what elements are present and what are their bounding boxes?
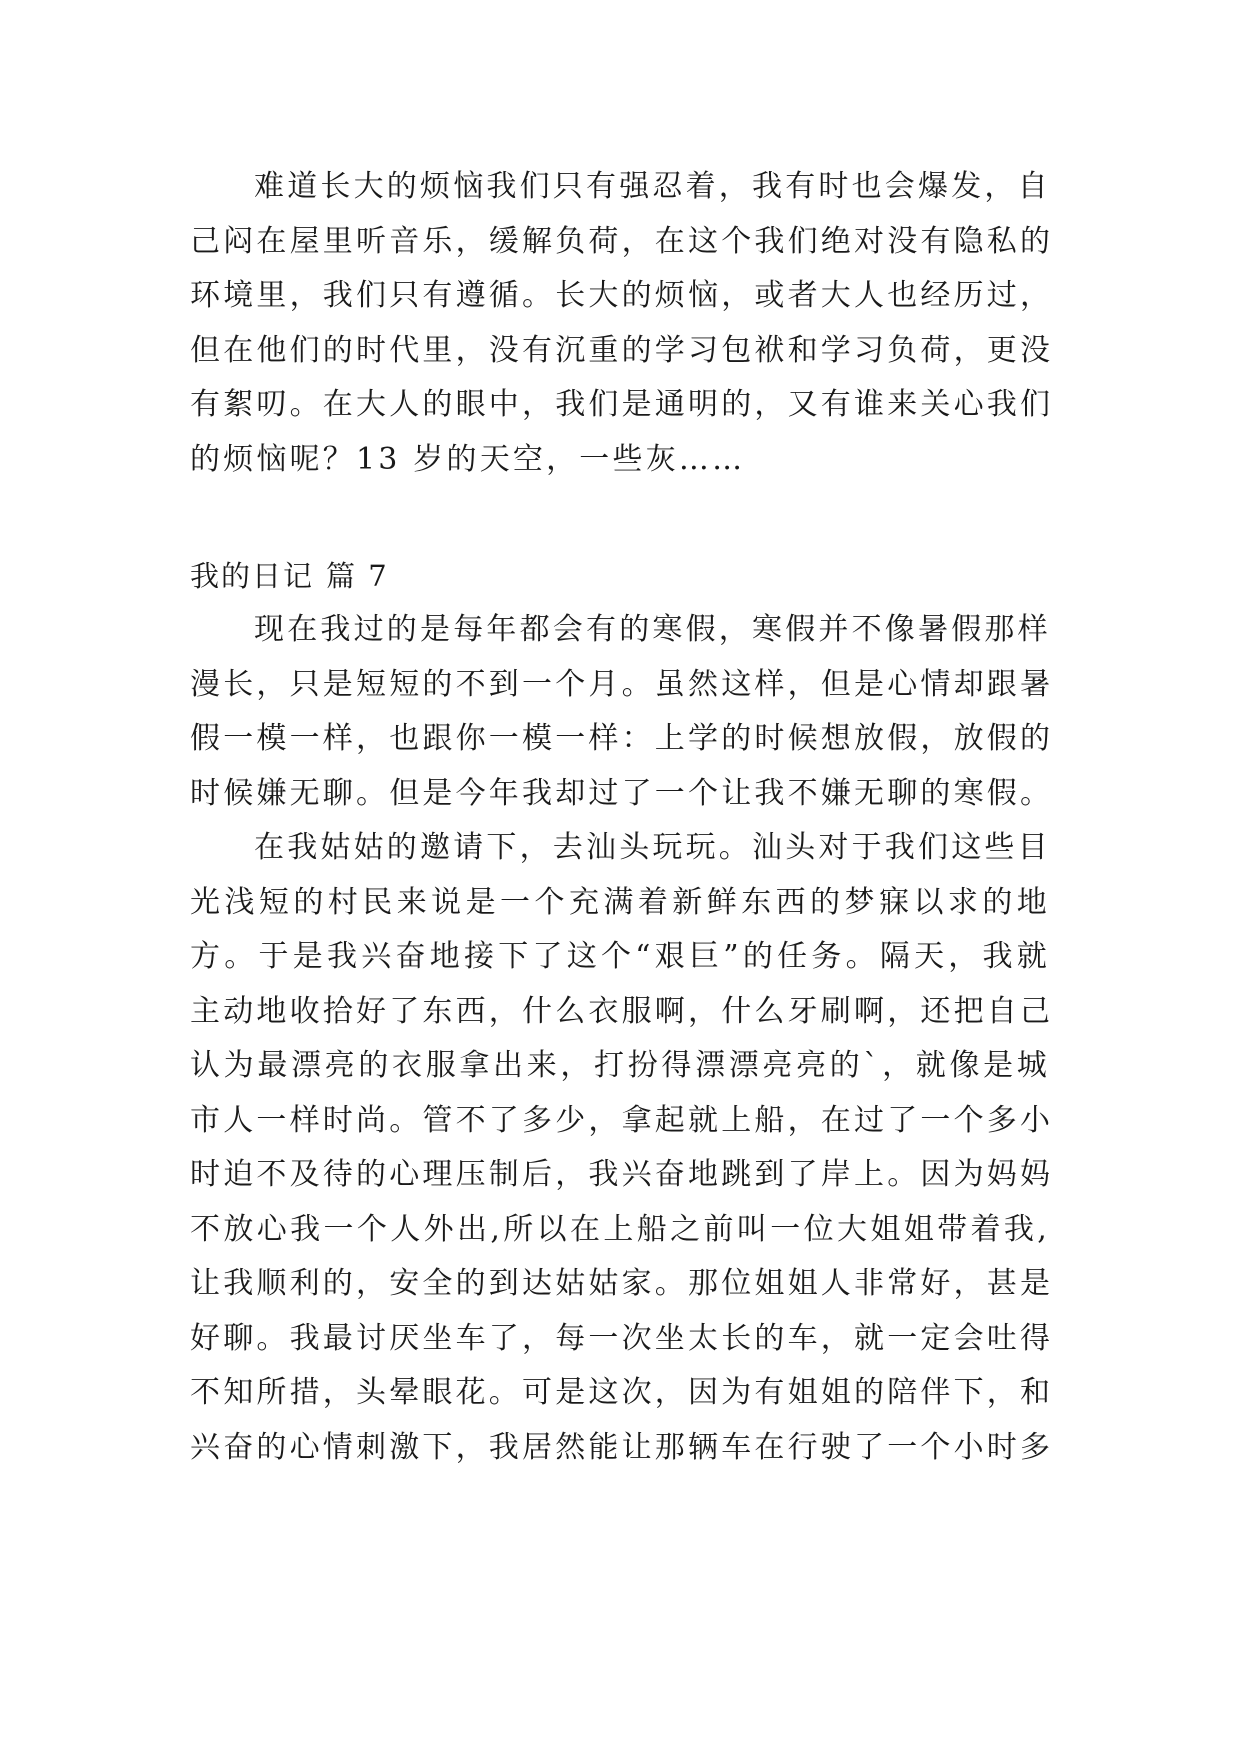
section-title: 我的日记 <box>190 559 315 593</box>
paragraph-line: 时候嫌无聊。但是今年我却过了一个让我不嫌无聊的寒假。 <box>190 775 1054 811</box>
paragraph-line: 方。于是我兴奋地接下了这个“艰巨”的任务。隔天，我就 <box>190 939 1050 974</box>
paragraph-line: 市人一样时尚。管不了多少，拿起就上船，在过了一个多小 <box>190 1102 1054 1138</box>
paragraph-line: 不放心我一个人外出,所以在上船之前叫一位大姐姐带着我, <box>190 1211 1050 1247</box>
paragraph-line: 时迫不及待的心理压制后，我兴奋地跳到了岸上。因为妈妈 <box>190 1157 1054 1192</box>
paragraph-line: 难道长大的烦恼我们只有强忍着，我有时也会爆发，自 <box>254 169 1051 204</box>
paragraph-line: 的烦恼呢？13 岁的天空，一些灰…… <box>190 441 746 477</box>
paragraph-2 <box>190 821 1054 1475</box>
section-number: 篇 7 <box>326 559 389 593</box>
paragraph-line: 主动地收拾好了东西，什么衣服啊，什么牙刷啊，还把自己 <box>190 993 1054 1029</box>
paragraph-line: 环境里，我们只有遵循。长大的烦恼，或者大人也经历过， <box>190 278 1054 313</box>
paragraph-line: 现在我过的是每年都会有的寒假，寒假并不像暑假那样 <box>254 612 1051 647</box>
paragraph-line: 认为最漂亮的衣服拿出来，打扮得漂漂亮亮的`，就像是城 <box>190 1048 1050 1083</box>
paragraph-line: 不知所措，头晕眼花。可是这次，因为有姐姐的陪伴下，和 <box>190 1375 1054 1410</box>
paragraph-line: 但在他们的时代里，没有沉重的学习包袱和学习负荷，更没 <box>190 332 1054 368</box>
paragraph-line: 假一模一样，也跟你一模一样：上学的时候想放假，放假的 <box>190 721 1054 756</box>
paragraph-line: 兴奋的心情刺激下，我居然能让那辆车在行驶了一个小时多 <box>190 1429 1054 1465</box>
paragraph-line: 让我顺利的，安全的到达姑姑家。那位姐姐人非常好，甚是 <box>190 1266 1054 1301</box>
document-body <box>190 160 1054 1475</box>
paragraph-1 <box>190 603 1054 821</box>
previous-section <box>190 160 1054 487</box>
paragraph-line: 己闷在屋里听音乐，缓解负荷，在这个我们绝对没有隐私的 <box>190 223 1054 259</box>
section-heading <box>190 549 1050 603</box>
paragraph-line: 漫长，只是短短的不到一个月。虽然这样，但是心情却跟暑 <box>190 666 1054 702</box>
paragraph-line: 好聊。我最讨厌坐车了，每一次坐太长的车，就一定会吐得 <box>190 1320 1054 1356</box>
paragraph-line: 有絮叨。在大人的眼中，我们是通明的，又有谁来关心我们 <box>190 387 1054 422</box>
paragraph-line: 光浅短的村民来说是一个充满着新鲜东西的梦寐以求的地 <box>190 884 1050 920</box>
paragraph-line: 在我姑姑的邀请下，去汕头玩玩。汕头对于我们这些目 <box>254 830 1051 865</box>
